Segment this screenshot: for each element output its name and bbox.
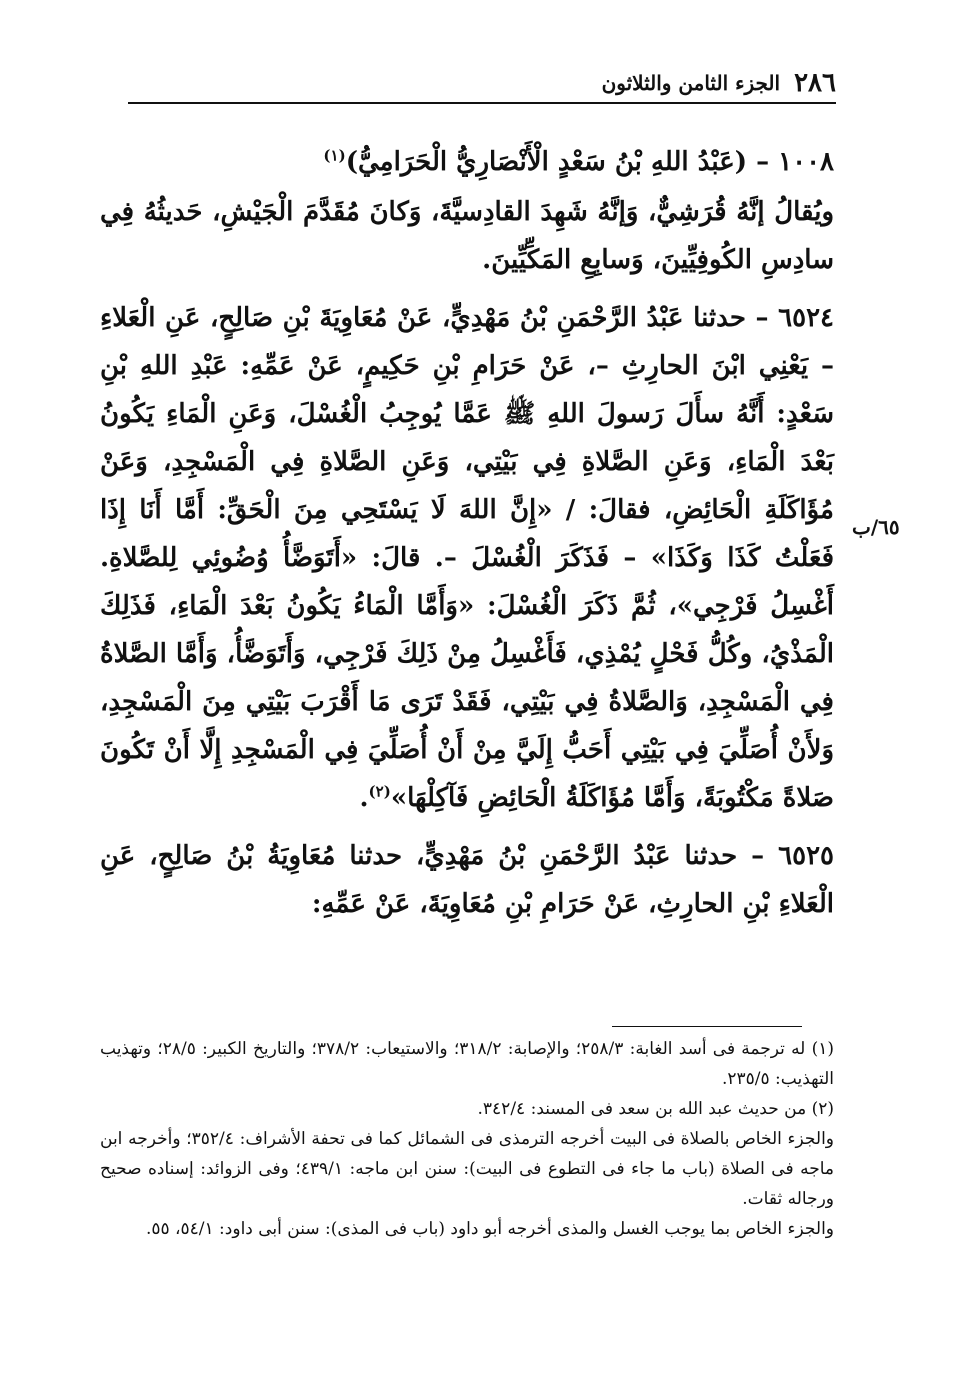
- footnote-2-continued: والجزء الخاص بالصلاة فى البيت أخرجه الترمذى فى الشمائل كما فى تحفة الأشراف: ٣٥٢/٤؛ وأخرجه ابن ماجه فى الصلاة (باب ما جاء فى التطوع فى البيت): سنن ابن ماجه: ٤٣٩/١؛ وفى الزوائد: إسناده صحيح ورجاله ثقات.: [100, 1129, 834, 1209]
- footnote-2: (٢) من حديث عبد الله بن سعد فى المسند: ٣٤٢/٤.: [477, 1099, 834, 1119]
- footnotes: [100, 1034, 834, 1244]
- manuscript-folio-note: ٦٥/ب: [852, 515, 900, 539]
- footnote-rule: [612, 1026, 802, 1027]
- hadith-text: – حدثنا عَبْدُ الرَّحْمَنِ بْنُ مَهْدِيٍّ، حدثنا مُعَاوِيَةُ بْنُ صَالِحٍ، عَنِ الْعَلاءِ بْنِ الحارِثِ، عَنْ حَرَامِ بْنِ مُعَاوِيَةَ، عَنْ عَمِّهِ:: [100, 841, 834, 919]
- entry-heading: [100, 138, 834, 186]
- header-rule: [128, 102, 836, 104]
- entry-title: – (عَبْدُ اللهِ بْنُ سَعْدٍ الْأَنْصَارِيُّ الْحَرَامِيُّ): [345, 147, 770, 177]
- page-header: [128, 66, 836, 100]
- hadith-6525: [100, 832, 834, 928]
- entry-description: ويُقالُ إنَّهُ قُرَشِيٌّ، وَإنَّهُ شَهِدَ القادِسيَّةَ، وَكانَ مُقَدَّمَ الْجَيْشِ، حَديثُهُ فِي سادِسِ الكُوفِيِّينَ، وَسابِعِ المَكِّيِّينَ.: [100, 197, 834, 275]
- hadith-text: – حدثنا عَبْدُ الرَّحْمَنِ بْنُ مَهْدِيٍّ، عَنْ مُعَاوِيَةَ بْنِ صَالِحٍ، عَنِ الْعَلاءِ – يَعْنِي ابْنَ الحارِثِ –، عَنْ حَرَامِ بْنِ حَكِيمٍ، عَنْ عَمِّهِ: عَبْدِ اللهِ بْنِ سَعْدٍ: أَنَّهُ سأَلَ رَسولَ اللهِ ﷺ عَمَّا يُوجِبُ الْغُسْلَ، وَعَنِ الْمَاءِ يَكُونُ بَعْدَ الْمَاءِ، وَعَنِ الصَّلاةِ فِي بَيْتِي، وَعَنِ الصَّلاةِ فِي الْمَسْجِدِ، وَعَنْ مُؤَاكَلَةِ الْحَائِضِ، فقالَ: / «إِنَّ اللهَ لَا يَسْتَحِي مِنَ الْحَقِّ: أَمَّا أَنَا إِذَا فَعَلْتُ كَذَا وَكَذَا» – فَذَكَرَ الْغُسْلَ –. قالَ: «أَتَوَضَّأُ وُضُوئِي لِلصَّلاةِ. أَغْسِلُ فَرْجِي»، ثُمَّ ذَكَرَ الْغُسْلَ: «وَأَمَّا الْمَاءُ يَكُونُ بَعْدَ الْمَاءِ، فَذَلِكَ الْمَذْيُ، وكُلُّ فَحْلٍ يُمْذِي، فَأَغْسِلُ مِنْ ذَلِكَ فَرْجِي، وَأَتَوَضَّأُ، وَأَمَّا الصَّلاةُ فِي الْمَسْجِدِ، وَالصَّلاةُ فِي بَيْتِي، فَقَدْ تَرَى مَا أَقْرَبَ بَيْتِي مِنَ الْمَسْجِدِ، وَلأَنْ أُصَلِّيَ فِي بَيْتِي أَحَبُّ إِلَيَّ مِنْ أَنْ أُصَلِّيَ فِي الْمَسْجِدِ إِلَّا أَنْ تَكُونَ صَلاةً مَكْتُوبَةً، وَأَمَّا مُؤَاكَلَةُ الْحَائِضِ فَآكِلْهَا»: [100, 303, 834, 813]
- page-number: ٢٨٦: [794, 68, 836, 98]
- footnote-ref-1: (١): [323, 146, 346, 165]
- running-title: الجزء الثامن والثلاثون: [601, 71, 781, 95]
- footnote-2-continued: والجزء الخاص بما يوجب الغسل والمذى أخرجه أبو داود (باب فى المذى): سنن أبى داود: ٥٤/١، ٥٥.: [145, 1219, 834, 1239]
- hadith-number: ٦٥٢٤: [778, 303, 834, 333]
- footnote-1: (١) له ترجمة فى أسد الغابة: ٢٥٨/٣؛ والإصابة: ٣١٨/٢؛ والاستيعاب: ٣٧٨/٢؛ والتاريخ الكبير: ٢٨/٥؛ وتهذيب التهذيب: ٢٣٥/٥.: [100, 1039, 834, 1089]
- entry-number: ١٠٠٨: [778, 147, 834, 177]
- hadith-6524: ٦٥٢٤ – حدثنا عَبْدُ الرَّحْمَنِ بْنُ مَهْدِيٍّ، عَنْ مُعَاوِيَةَ بْنِ صَالِحٍ، عَنِ الْعَلاءِ – يَعْنِي ابْنَ الحارِثِ –، عَنْ حَرَامِ بْنِ حَكِيمٍ، عَنْ عَمِّهِ: عَبْدِ اللهِ بْنِ سَعْدٍ: أَنَّهُ سأَلَ رَسولَ اللهِ ﷺ عَمَّا يُوجِبُ الْغُسْلَ، وَعَنِ الْمَاءِ يَكُونُ بَعْدَ الْمَاءِ، وَعَنِ الصَّلاةِ فِي بَيْتِي، وَعَنِ الصَّلاةِ فِي الْمَسْجِدِ، وَعَنْ مُؤَاكَلَةِ الْحَائِضِ، فقالَ: / «إِنَّ اللهَ لَا يَسْتَحِي مِنَ الْحَقِّ: أَمَّا أَنَا إِذَا فَعَلْتُ كَذَا وَكَذَا» – فَذَكَرَ الْغُسْلَ –. قالَ: «أَتَوَضَّأُ وُضُوئِي لِلصَّلاةِ. أَغْسِلُ فَرْجِي»، ثُمَّ ذَكَرَ الْغُسْلَ: «وَأَمَّا الْمَاءُ يَكُونُ بَعْدَ الْمَاءِ، فَذَلِكَ الْمَذْيُ، وكُلُّ فَحْلٍ يُمْذِي، فَأَغْسِلُ مِنْ ذَلِكَ فَرْجِي، وَأَتَوَضَّأُ، وَأَمَّا الصَّلاةُ فِي الْمَسْجِدِ، وَالصَّلاةُ فِي بَيْتِي، فَقَدْ تَرَى مَا أَقْرَبَ بَيْتِي مِنَ الْمَسْجِدِ، وَلأَنْ أُصَلِّيَ فِي بَيْتِي أَحَبُّ إِلَيَّ مِنْ أَنْ أُصَلِّيَ فِي الْمَسْجِدِ إِلَّا أَنْ تَكُونَ صَلاةً مَكْتُوبَةً، وَأَمَّا مُؤَاكَلَةُ الْحَائِضِ فَآكِلْهَا»$^{(٢)}$.: [100, 303, 834, 813]
- hadith-number: ٦٥٢٥: [778, 841, 834, 871]
- main-text: [100, 138, 834, 928]
- footnote-ref-2: (٢): [368, 782, 391, 801]
